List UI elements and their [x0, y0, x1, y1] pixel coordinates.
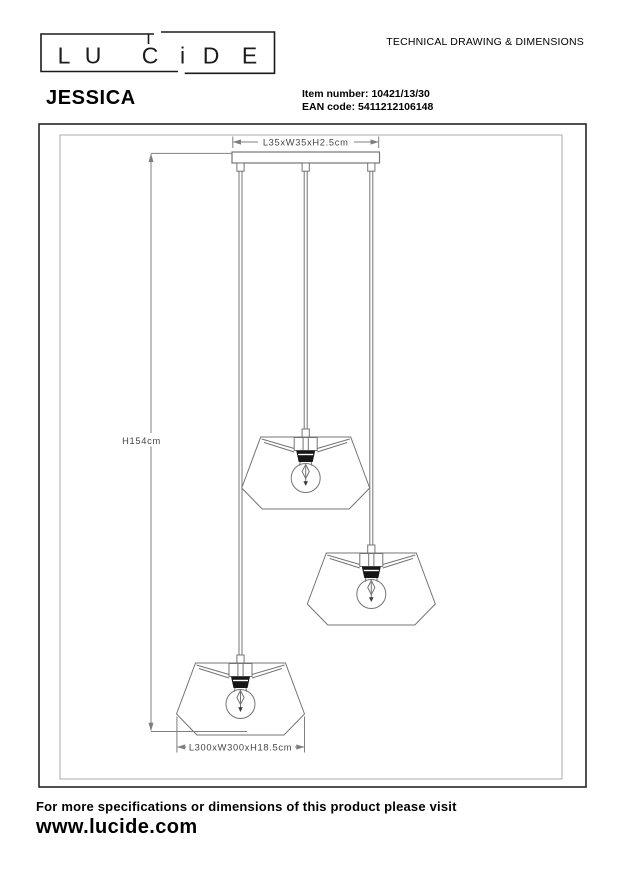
- item-number-value: 10421/13/30: [371, 88, 430, 100]
- footer-note: For more specifications or dimensions of this product please visit: [36, 799, 457, 814]
- dim-height-label: H154cm: [122, 436, 161, 446]
- dim-height: [116, 153, 247, 731]
- ean-label: EAN code:: [302, 100, 356, 113]
- logo-letter: U: [84, 42, 102, 69]
- pendant-lamp-3: [177, 655, 305, 735]
- ceiling-plate: [232, 152, 380, 163]
- pendant-lamp-1: [242, 429, 370, 509]
- technical-drawing: [38, 123, 587, 788]
- dim-plate-label: L35xW35xH2.5cm: [262, 137, 349, 148]
- product-name: JESSICA: [46, 87, 136, 109]
- logo-letter: D: [202, 42, 220, 69]
- item-info-block: [302, 88, 433, 113]
- cord-connector: [237, 163, 244, 171]
- logo-letter: L: [57, 42, 71, 69]
- logo-letter: C: [141, 42, 159, 69]
- doc-type-title: TECHNICAL DRAWING & DIMENSIONS: [386, 36, 584, 48]
- cord-connector: [368, 163, 375, 171]
- logo-letter: E: [241, 42, 258, 69]
- pendant-cord: [239, 172, 242, 656]
- logo-letter: i: [179, 42, 186, 69]
- pendant-cord: [304, 172, 307, 430]
- cord-connector: [302, 163, 309, 171]
- pendant-lamp-2: [307, 545, 435, 625]
- ean-row: [302, 101, 433, 114]
- item-number-label: Item number:: [302, 88, 369, 100]
- item-number-row: [302, 88, 433, 101]
- dim-shade-label: L300xW300xH18.5cm: [188, 742, 293, 753]
- lucide-logo: [40, 30, 280, 78]
- dim-plate: [233, 136, 379, 148]
- pendant-cord: [370, 172, 373, 546]
- ceiling-connectors: [237, 163, 375, 171]
- website-link: www.lucide.com: [36, 816, 198, 838]
- ean-value: 5411212106148: [358, 100, 434, 113]
